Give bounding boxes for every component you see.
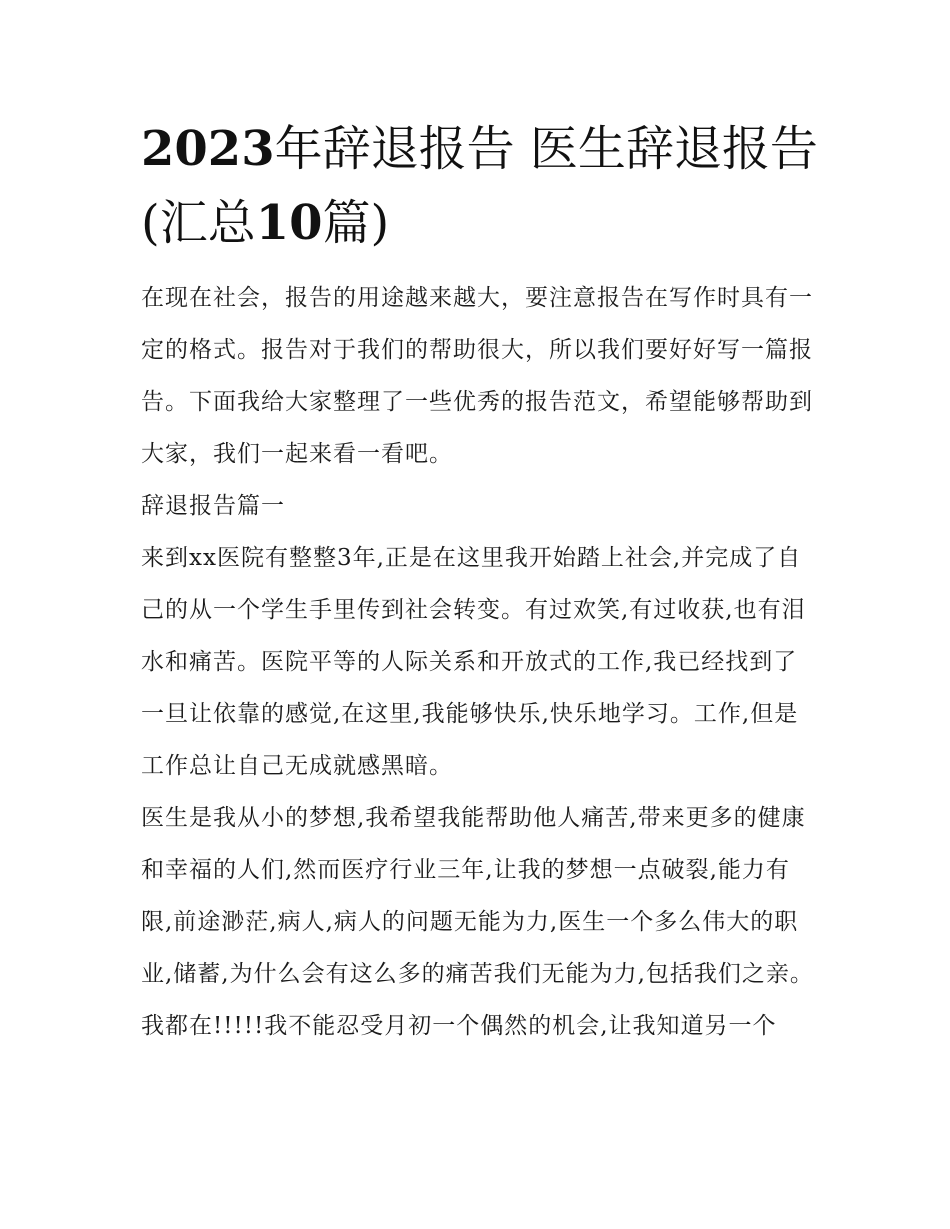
body-paragraph-2: 医生是我从小的梦想,我希望我能帮助他人痛苦,带来更多的健康和幸福的人们,然而医疗行业三年,让我的梦想一点破裂,能力有限,前途渺茫,病人,病人的问题无能为力,医生一个多么伟大的职业,储蓄,为什么会有这么多的痛苦我们无能为力,包括我们之亲。 <box>141 805 814 987</box>
title-number: 2023 <box>141 121 275 177</box>
title-text: 篇) <box>322 195 390 251</box>
body-paragraph-3: 我都在!!!!!我不能忍受月初一个偶然的机会,让我知道另一个 <box>141 1013 777 1039</box>
title-number: 10 <box>255 195 323 251</box>
document-title <box>141 112 821 260</box>
section-heading: 辞退报告篇一 <box>141 493 285 519</box>
title-text: 年辞退报告 医生辞退报告(汇总 <box>141 121 818 251</box>
document-body <box>141 112 821 1052</box>
body-paragraph-1: 来到xx医院有整整3年,正是在这里我开始踏上社会,并完成了自己的从一个学生手里传到社会转变。有过欢笑,有过收获,也有泪水和痛苦。医院平等的人际关系和开放式的工作,我已经找到了一旦让依靠的感觉,在这里,我能够快乐,快乐地学习。工作,但是工作总让自己无成就感黑暗。 <box>141 545 806 779</box>
intro-paragraph: 在现在社会，报告的用途越来越大，要注意报告在写作时具有一定的格式。报告对于我们的帮助很大，所以我们要好好写一篇报告。下面我给大家整理了一些优秀的报告范文，希望能够帮助到大家，我们一起来看一看吧。 <box>141 285 813 467</box>
